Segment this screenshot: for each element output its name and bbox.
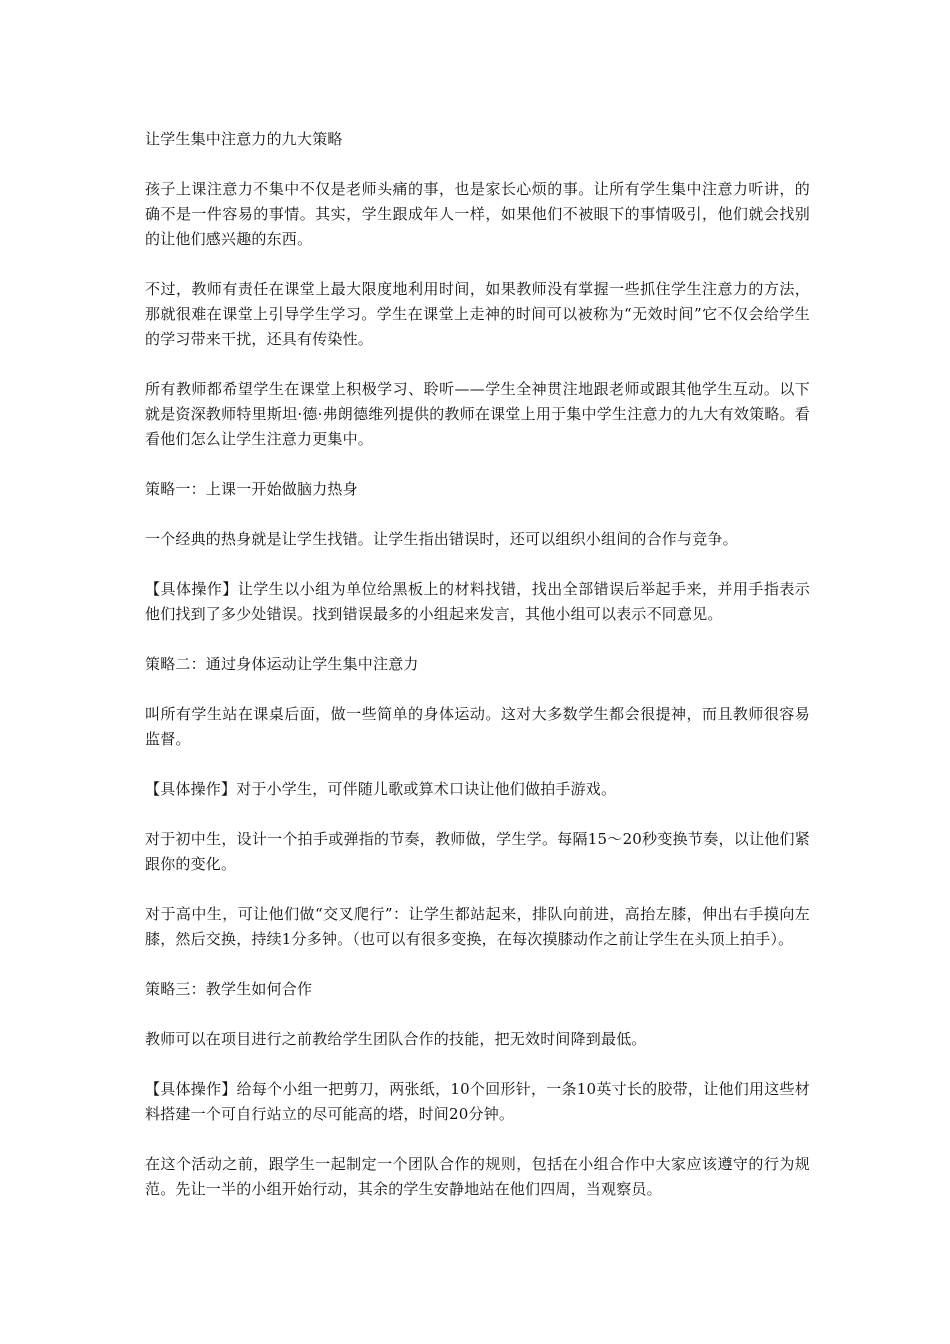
strategy-2-operation-primary: 【具体操作】对于小学生，可伴随儿歌或算术口诀让他们做拍手游戏。 bbox=[145, 780, 617, 798]
strategy-3-description: 教师可以在项目进行之前教给学生团队合作的技能，把无效时间降到最低。 bbox=[145, 1030, 647, 1048]
document-body bbox=[145, 127, 810, 1227]
strategy-2-operation-middle: 对于初中生，设计一个拍手或弹指的节奏，教师做，学生学。每隔15～20秒变换节奏，以让他们紧跟你的变化。 bbox=[145, 830, 810, 873]
strategy-2-operation-high: 对于高中生，可让他们做“交叉爬行”：让学生都站起来，排队向前进，高抬左膝，伸出右手摸向左膝，然后交换，持续1分多钟。（也可以有很多变换，在每次摸膝动作之前让学生在头顶上拍手）。 bbox=[145, 905, 810, 948]
intro-paragraph-1: 孩子上课注意力不集中不仅是老师头痛的事，也是家长心烦的事。让所有学生集中注意力听讲，的确不是一件容易的事情。其实，学生跟成年人一样，如果他们不被眼下的事情吸引，他们就会找别的让他们感兴趣的东西。 bbox=[145, 180, 810, 248]
strategy-1-operation: 【具体操作】让学生以小组为单位给黑板上的材料找错，找出全部错误后举起手来，并用手指表示他们找到了多少处错误。找到错误最多的小组起来发言，其他小组可以表示不同意见。 bbox=[145, 580, 810, 623]
intro-paragraph-3: 所有教师都希望学生在课堂上积极学习、聆听——学生全神贯注地跟老师或跟其他学生互动。以下就是资深教师特里斯坦·德·弗朗德维列提供的教师在课堂上用于集中学生注意力的九大有效策略。看看他们怎么让学生注意力更集中。 bbox=[145, 380, 810, 448]
strategy-3-operation: 【具体操作】给每个小组一把剪刀，两张纸，10个回形针，一条10英寸长的胶带，让他们用这些材料搭建一个可自行站立的尽可能高的塔，时间20分钟。 bbox=[145, 1080, 810, 1123]
document-title: 让学生集中注意力的九大策略 bbox=[145, 130, 343, 148]
strategy-3-heading: 策略三：教学生如何合作 bbox=[145, 980, 313, 998]
strategy-1-description: 一个经典的热身就是让学生找错。让学生指出错误时，还可以组织小组间的合作与竞争。 bbox=[145, 530, 738, 548]
strategy-3-preparation: 在这个活动之前，跟学生一起制定一个团队合作的规则，包括在小组合作中大家应该遵守的行为规范。先让一半的小组开始行动，其余的学生安静地站在他们四周，当观察员。 bbox=[145, 1155, 810, 1198]
strategy-1-heading: 策略一：上课一开始做脑力热身 bbox=[145, 480, 358, 498]
strategy-2-heading: 策略二：通过身体运动让学生集中注意力 bbox=[145, 655, 419, 673]
strategy-2-description: 叫所有学生站在课桌后面，做一些简单的身体运动。这对大多数学生都会很提神，而且教师很容易监督。 bbox=[145, 705, 810, 748]
intro-paragraph-2: 不过，教师有责任在课堂上最大限度地利用时间，如果教师没有掌握一些抓住学生注意力的方法，那就很难在课堂上引导学生学习。学生在课堂上走神的时间可以被称为“无效时间”它不仅会给学生的学习带来干扰，还具有传染性。 bbox=[145, 280, 810, 348]
